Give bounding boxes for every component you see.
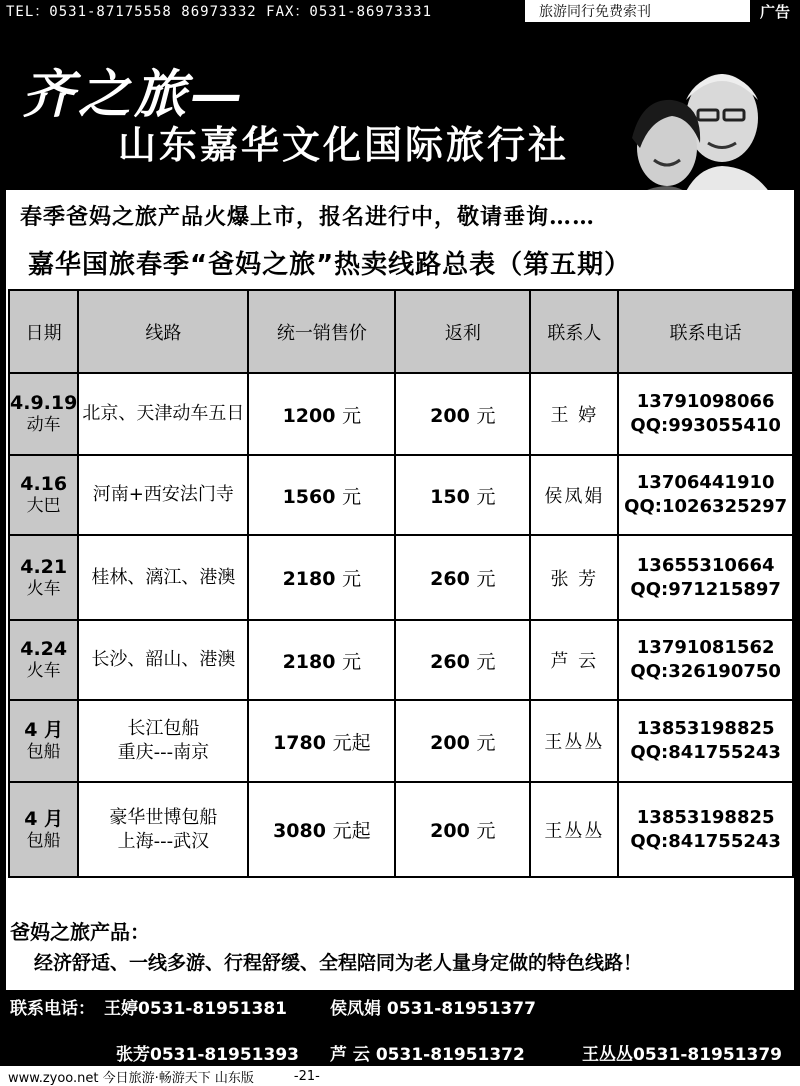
row-route: 长江包船 重庆---南京 [78,700,248,782]
row-phone: 13791081562 QQ:326190750 [618,620,793,700]
row-contact: 王丛丛 [530,782,618,877]
bottom-bar [0,1066,800,1086]
row-date: 4.24 火车 [9,620,78,700]
publication-name: 旅游同行免费索刊 [539,4,651,20]
agency-name: 山东嘉华文化国际旅行社 [118,123,570,167]
row-phone: 13655310664 QQ:971215897 [618,535,793,620]
row-date: 4 月 包船 [9,782,78,877]
row-route: 桂林、漓江、港澳 [78,535,248,620]
row-route: 长沙、韶山、港澳 [78,620,248,700]
header-contact: TEL：0531-87175558 86973332 FAX：0531-86973331 [0,0,525,22]
row-rebate: 150 元 [395,455,530,535]
row-price: 1780 元起 [248,700,395,782]
row-date: 4.21 火车 [9,535,78,620]
row-route: 北京、天津动车五日 [78,373,248,455]
footer-contact-5: 王丛丛0531-81951379 [582,1045,782,1065]
table-title: 嘉华国旅春季“爸妈之旅”热卖线路总表（第五期） [28,250,632,280]
brand-title: 齐之旅— [22,64,247,125]
top-bar [0,0,800,22]
row-rebate: 260 元 [395,535,530,620]
row-rebate: 200 元 [395,700,530,782]
table-row [9,455,793,535]
row-rebate: 200 元 [395,373,530,455]
row-rebate: 200 元 [395,782,530,877]
row-contact: 王 婷 [530,373,618,455]
table-row [9,535,793,620]
col-price: 统一销售价 [248,290,395,373]
page-number: -21- [293,1068,320,1084]
site-slogan: www.zyoo.net 今日旅游·畅游天下 山东版 [8,1070,254,1086]
footer-contact-2: 侯凤娟 0531-81951377 [330,999,536,1019]
row-price: 3080 元起 [248,782,395,877]
row-date: 4 月 包船 [9,700,78,782]
row-price: 2180 元 [248,620,395,700]
products-label: 爸妈之旅产品： [10,920,150,944]
row-price: 2180 元 [248,535,395,620]
footer-contact-1: 王婷0531-81951381 [104,999,287,1019]
advert-body [0,22,800,1066]
row-route: 河南+西安法门寺 [78,455,248,535]
row-date: 4.9.19 动车 [9,373,78,455]
products-description: 经济舒适、一线多游、行程舒缓、全程陪同为老人量身定做的特色线路！ [34,952,643,974]
table-row [9,373,793,455]
table-header-row [9,290,793,373]
row-contact: 张 芳 [530,535,618,620]
slogan: 春季爸妈之旅产品火爆上市，报名进行中，敬请垂询…… [20,204,596,230]
row-rebate: 260 元 [395,620,530,700]
row-phone: 13853198825 QQ:841755243 [618,700,793,782]
table-row [9,700,793,782]
ad-label: 广告 [750,0,800,22]
footer-contact-4: 芦 云 0531-81951372 [330,1045,525,1065]
table-row [9,782,793,877]
row-date: 4.16 大巴 [9,455,78,535]
footer-contacts [0,968,800,1066]
col-phone: 联系电话 [618,290,793,373]
row-price: 1560 元 [248,455,395,535]
row-phone: 13853198825 QQ:841755243 [618,782,793,877]
row-phone: 13706441910 QQ:1026325297 [618,455,793,535]
row-phone: 13791098066 QQ:993055410 [618,373,793,455]
footer-contact-3: 张芳0531-81951393 [116,1045,299,1065]
col-rebate: 返利 [395,290,530,373]
col-date: 日期 [9,290,78,373]
row-price: 1200 元 [248,373,395,455]
footer-label: 联系电话： [10,999,95,1019]
row-contact: 王丛丛 [530,700,618,782]
row-contact: 侯凤娟 [530,455,618,535]
col-contact: 联系人 [530,290,618,373]
routes-table [8,289,794,878]
row-contact: 芦 云 [530,620,618,700]
row-route: 豪华世博包船 上海---武汉 [78,782,248,877]
col-route: 线路 [78,290,248,373]
table-row [9,620,793,700]
